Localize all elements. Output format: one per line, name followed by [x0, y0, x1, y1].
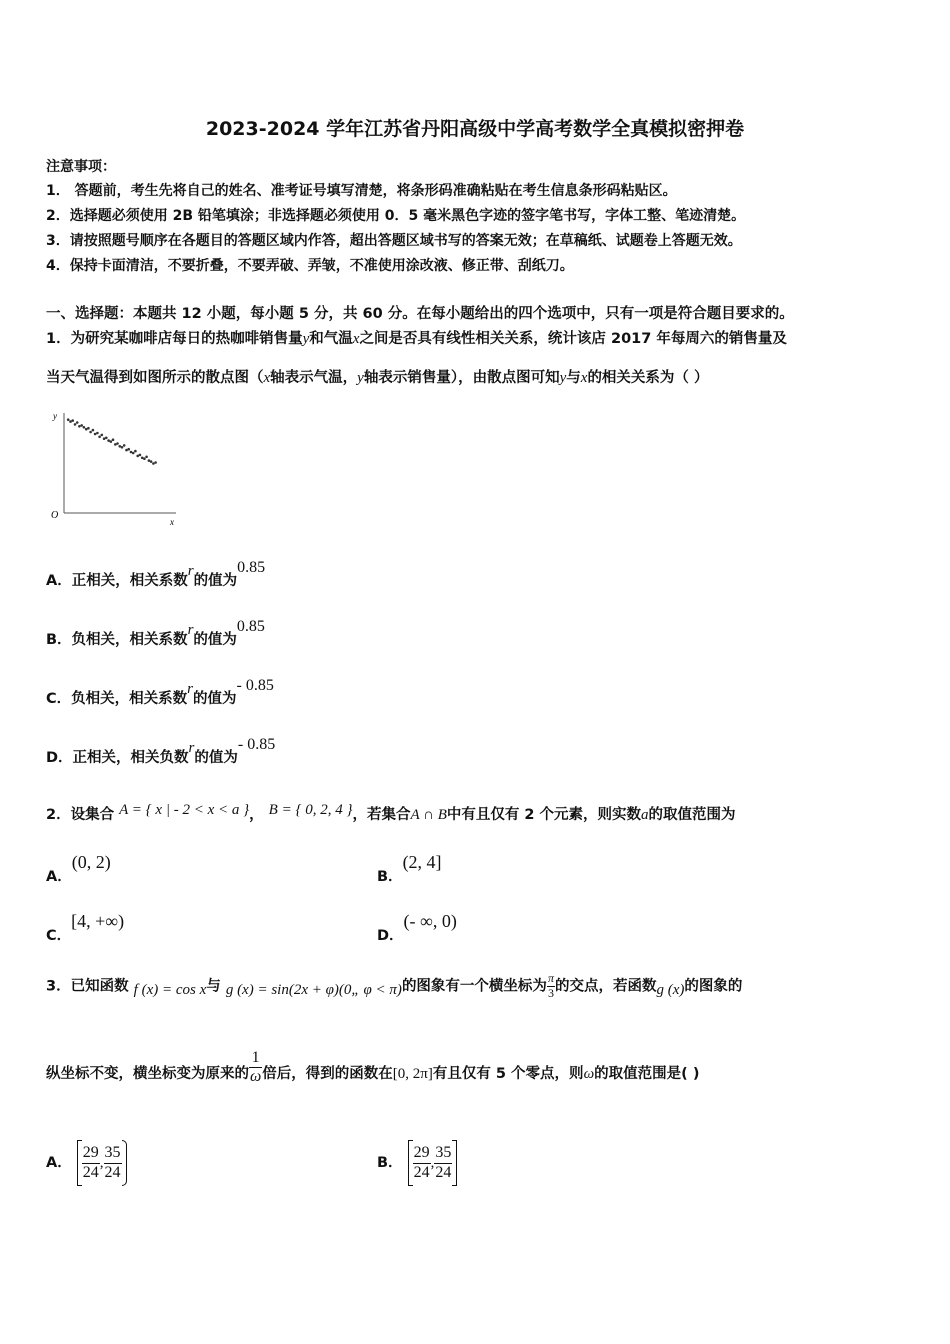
q1-line-2 — [46, 366, 709, 387]
chart-point — [87, 427, 90, 430]
q2-option-c-label: C． — [46, 928, 72, 944]
chart-point — [112, 438, 115, 441]
q2-comma: ， — [249, 807, 264, 823]
q3-option-a[interactable]: A． $\frac{29}{24}$ , $\frac{35}{24}$ — [46, 1140, 127, 1186]
q3-option-b-frac1 — [413, 1144, 431, 1182]
q1-option-d-value: - 0.85 — [237, 736, 276, 753]
chart-points — [67, 418, 157, 464]
q2-option-a-label: A． — [46, 869, 72, 885]
chart-point — [78, 425, 81, 428]
q1-option-a-label: A．正相关，相关系数 — [46, 573, 188, 589]
q3-tail: 的图象的 — [684, 978, 743, 995]
q1-text-b: 和气温 — [309, 331, 353, 347]
q1-option-a-value: 0.85 — [237, 559, 266, 576]
q1-option-c-tail: 的值为 — [192, 691, 237, 707]
q3-option-b-n2: 35 — [434, 1144, 452, 1163]
q2-option-a[interactable] — [46, 852, 111, 885]
q3-option-a-frac1 — [82, 1144, 100, 1182]
q2-option-d-value: (- ∞, 0) — [403, 911, 457, 931]
q1-text-d: 当天气温得到如图所示的散点图（ — [46, 370, 264, 386]
q1-option-c-label: C．负相关，相关系数 — [46, 691, 188, 707]
q3-prefix: 3．已知函数 — [46, 978, 129, 995]
chart-point — [92, 429, 95, 432]
chart-point — [132, 452, 135, 455]
chart-point — [127, 448, 130, 451]
section-heading: 一、选择题：本题共 12 小题，每小题 5 分，共 60 分。在每小题给出的四个选项中，只有一项是符合题目要求的。 — [46, 306, 794, 322]
chart-point — [145, 456, 148, 459]
q3-omega: ω — [250, 1068, 262, 1086]
scatter-plot — [46, 405, 186, 530]
q1-var-y2: y — [357, 370, 364, 386]
q1-option-c[interactable] — [46, 674, 274, 707]
q2-option-a-value: (0, 2) — [71, 852, 111, 872]
chart-point — [150, 460, 153, 463]
q3-one-over-omega — [249, 1049, 262, 1087]
q1-option-d-var: r — [188, 740, 195, 756]
chart-point — [83, 426, 86, 429]
q3-line2-b: 倍后，得到的函数在 — [262, 1065, 393, 1082]
q3-option-b-frac2 — [434, 1144, 452, 1182]
q3-option-b-d1: 24 — [413, 1163, 430, 1181]
chart-point — [71, 419, 74, 422]
q2-tail: 的取值范围为 — [648, 807, 736, 823]
q2-option-d[interactable] — [377, 911, 457, 944]
notes-heading: 注意事项： — [46, 159, 116, 175]
q1-line-1 — [46, 327, 787, 348]
q3-omega-ref: ω — [583, 1065, 595, 1082]
q3-stem-line-2 — [46, 1049, 700, 1093]
q2-intersection: A ∩ B — [410, 807, 447, 823]
note-item-2: 2．选择题必须使用 2B 铅笔填涂；非选择题必须使用 0．5 毫米黑色字迹的签字笔书写，字体工整、笔迹清楚。 — [46, 208, 746, 224]
q3-option-b-d2: 24 — [435, 1163, 452, 1181]
q3-pi-num: π — [547, 971, 554, 985]
chart-point — [143, 457, 146, 460]
note-item-1: 1． 答题前，考生先将自己的姓名、准考证号填写清楚，将条形码准确粘贴在考生信息条形码粘贴区。 — [46, 183, 677, 199]
q3-option-b-n1: 29 — [413, 1144, 431, 1163]
q2-var-a: a — [641, 807, 649, 823]
q3-mid2: 的交点，若函数 — [554, 978, 657, 995]
chart-point — [116, 442, 119, 445]
q1-text-h: 的相关关系为（ ） — [587, 370, 709, 386]
chart-point — [67, 418, 70, 421]
q1-option-a-var: r — [187, 563, 194, 579]
chart-point — [154, 461, 157, 464]
q3-pi-third — [547, 972, 555, 1001]
q1-text-e: 轴表示气温， — [270, 370, 358, 386]
chart-point — [98, 436, 101, 439]
q3-and: 与 — [206, 978, 221, 995]
q3-interval: [0, 2π] — [392, 1065, 433, 1082]
q3-option-a-d1: 24 — [82, 1163, 99, 1181]
q1-var-y3: y — [559, 370, 567, 386]
q3-option-a-d2: 24 — [104, 1163, 121, 1181]
q1-option-a-tail: 的值为 — [193, 573, 238, 589]
q1-var-x2: x — [263, 370, 271, 386]
chart-point — [139, 454, 142, 457]
q1-text-g: 与 — [566, 370, 581, 386]
q1-option-c-var: r — [187, 681, 193, 697]
chart-axis-label-x: x — [170, 517, 174, 527]
q3-option-a-frac2 — [104, 1144, 122, 1182]
chart-point — [121, 446, 124, 449]
q1-option-b-label: B．负相关，相关系数 — [46, 632, 188, 648]
chart-axis-label-y: y — [53, 411, 57, 421]
q1-text-f: 轴表示销售量），由散点图可知 — [363, 370, 560, 386]
q3-pi-den: 3 — [547, 985, 554, 1000]
chart-point — [76, 421, 79, 424]
q1-option-c-value: - 0.85 — [236, 677, 274, 694]
q2-option-b[interactable] — [377, 852, 442, 885]
q3-option-b[interactable]: B． $\frac{29}{24}$ , $\frac{35}{24}$ — [377, 1140, 457, 1186]
note-item-3: 3．请按照题号顺序在各题目的答题区域内作答，超出答题区域书写的答案无效；在草稿纸、试题卷上答题无效。 — [46, 233, 742, 249]
chart-point — [89, 431, 92, 434]
q2-stem — [46, 803, 736, 824]
chart-point — [74, 423, 77, 426]
q1-option-b[interactable] — [46, 615, 265, 648]
q1-option-d-label: D．正相关，相关负数 — [46, 750, 189, 766]
q2-prefix: 2．设集合 — [46, 807, 115, 823]
q3-option-a-label: A． — [46, 1155, 72, 1171]
chart-point — [134, 450, 137, 453]
note-item-4: 4．保持卡面清洁，不要折叠，不要弄破、弄皱，不准使用涂改液、修正带、刮纸刀。 — [46, 258, 574, 274]
q3-option-a-n2: 35 — [104, 1144, 122, 1163]
chart-point — [105, 437, 108, 440]
chart-point — [110, 440, 113, 443]
chart-point — [94, 433, 97, 436]
q3-one: 1 — [249, 1049, 262, 1068]
q1-option-b-var: r — [187, 622, 194, 638]
q3-g-ref: g (x) — [656, 982, 685, 999]
q2-option-b-value: (2, 4] — [402, 852, 442, 872]
page-title: 2023-2024 学年江苏省丹阳高级中学高考数学全真模拟密押卷 — [205, 118, 745, 140]
q3-f-def: f (x) = cos x — [133, 982, 207, 999]
q1-text-c: 之间是否具有线性相关关系，统计该店 2017 年每周六的销售量及 — [359, 331, 787, 347]
q2-option-c-value: [4, +∞) — [71, 911, 125, 931]
chart-point — [80, 424, 83, 427]
q2-mid2: 中有且仅有 2 个元素，则实数 — [446, 807, 642, 823]
q1-option-a[interactable] — [46, 556, 266, 589]
q1-text-a: 1．为研究某咖啡店每日的热咖啡销售量 — [46, 331, 303, 347]
q3-option-b-right-bracket — [452, 1140, 457, 1186]
q3-g-def: g (x) = sin(2x + φ)(0„ φ < π) — [225, 982, 402, 999]
q3-line2-d: 的取值范围是( ) — [594, 1065, 700, 1082]
q2-set-a: A = { x | - 2 < x < a } — [119, 802, 250, 818]
q3-line2-c: 有且仅有 5 个零点，则 — [432, 1065, 584, 1082]
q3-option-a-n1: 29 — [82, 1144, 100, 1163]
q3-option-b-label: B． — [377, 1155, 403, 1171]
q1-var-x: x — [352, 331, 360, 347]
q1-var-x3: x — [580, 370, 588, 386]
q3-stem-line-1 — [46, 972, 742, 1001]
q2-option-d-label: D． — [377, 928, 404, 944]
q2-option-c[interactable] — [46, 911, 125, 944]
q1-option-b-tail: 的值为 — [193, 632, 237, 648]
q1-option-d[interactable] — [46, 733, 276, 766]
q1-option-b-value: 0.85 — [236, 618, 265, 635]
q2-mid: ，若集合 — [352, 807, 411, 823]
q1-option-d-tail: 的值为 — [194, 750, 238, 766]
q3-mid: 的图象有一个横坐标为 — [401, 978, 547, 995]
q3-line2-a: 纵坐标不变，横坐标变为原来的 — [46, 1065, 249, 1082]
q3-option-a-right-paren — [122, 1140, 127, 1186]
chart-point — [101, 434, 104, 437]
chart-origin-label: O — [51, 510, 59, 521]
q1-var-y: y — [302, 331, 310, 347]
chart-point — [123, 444, 126, 447]
q2-option-b-label: B． — [377, 869, 403, 885]
chart-axes — [64, 413, 176, 513]
chart-point — [96, 432, 99, 435]
q2-set-b: B = { 0, 2, 4 } — [268, 802, 353, 818]
